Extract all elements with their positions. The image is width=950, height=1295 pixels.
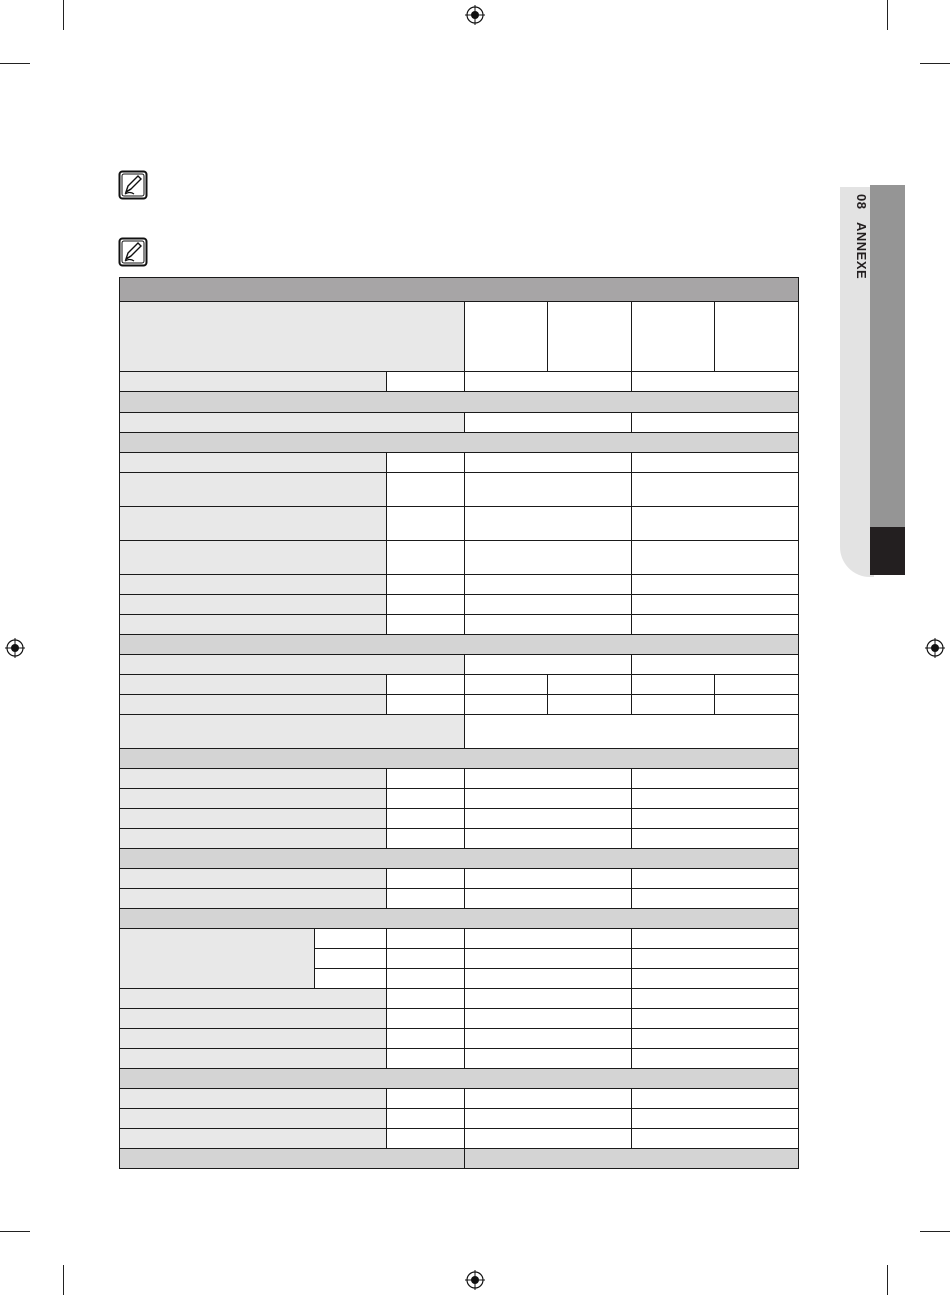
table-row-value — [464, 868, 632, 889]
table-row-label — [119, 768, 387, 789]
note-pencil-icon — [118, 170, 148, 200]
table-header-model — [464, 301, 548, 372]
table-row-value — [464, 714, 799, 749]
table-row-value — [631, 1128, 799, 1149]
table-row-unit — [386, 506, 465, 541]
table-section-header — [119, 848, 799, 869]
table-section-header — [119, 908, 799, 929]
table-header-model — [631, 301, 715, 372]
table-row-unit — [386, 1128, 465, 1149]
table-row-value — [464, 1088, 632, 1109]
table-row-label — [119, 1108, 387, 1129]
table-row-value — [631, 1088, 799, 1109]
table-row-label — [119, 594, 387, 615]
table-row-value — [631, 948, 799, 969]
table-row-value — [464, 828, 632, 849]
table-row-label — [119, 828, 387, 849]
table-row-value — [464, 614, 632, 635]
table-row-value — [464, 654, 632, 675]
table-group-label — [119, 928, 315, 989]
table-row-value — [464, 1028, 632, 1049]
table-row-unit — [386, 614, 465, 635]
table-row-label — [119, 540, 387, 575]
table-row-value — [631, 1108, 799, 1129]
table-row-value — [631, 674, 715, 695]
table-row-value — [631, 452, 799, 473]
table-row-value — [631, 614, 799, 635]
table-row-value — [464, 1128, 632, 1149]
registration-mark-icon — [5, 638, 25, 658]
crop-mark-bottom-right-v — [887, 1265, 888, 1295]
table-row-value — [464, 574, 632, 595]
table-row-value — [464, 674, 548, 695]
table-row-sublabel — [314, 928, 387, 949]
table-row-value — [464, 1108, 632, 1129]
chapter-tab-bar — [870, 185, 905, 527]
table-row-value — [631, 888, 799, 909]
table-row-label — [119, 1028, 387, 1049]
table-row-value — [464, 1048, 632, 1069]
table-row-unit — [386, 472, 465, 507]
table-row-value — [631, 371, 799, 392]
crop-mark-top-left-v — [63, 0, 64, 30]
table-row-value — [464, 594, 632, 615]
table-row-value — [464, 888, 632, 909]
table-row-unit — [386, 1088, 465, 1109]
table-row-label — [119, 868, 387, 889]
table-row-value — [631, 540, 799, 575]
table-row-unit — [386, 452, 465, 473]
table-row-unit — [386, 540, 465, 575]
table-row-unit — [386, 928, 465, 949]
table-row-label — [119, 694, 387, 715]
table-row-unit — [386, 1108, 465, 1129]
table-row-label — [119, 808, 387, 829]
table-row-value — [464, 412, 632, 433]
table-row-unit — [386, 674, 465, 695]
table-row-unit — [386, 968, 465, 989]
table-footer-label — [119, 1148, 465, 1169]
table-row-unit — [386, 694, 465, 715]
table-row-value — [631, 988, 799, 1009]
table-row-value — [464, 1008, 632, 1029]
table-row-unit — [386, 574, 465, 595]
table-row-value — [464, 928, 632, 949]
table-row-value — [631, 788, 799, 809]
table-row-value — [631, 1008, 799, 1029]
table-row-unit — [386, 948, 465, 969]
table-row-unit — [386, 1008, 465, 1029]
chapter-title: ANNEXE — [854, 221, 869, 279]
table-row-unit — [386, 868, 465, 889]
table-section-header — [119, 634, 799, 655]
crop-mark-top-right-h — [920, 63, 950, 64]
table-row-value — [464, 808, 632, 829]
table-row-value — [631, 1028, 799, 1049]
table-row-value — [631, 574, 799, 595]
table-row-label — [119, 1048, 387, 1069]
table-row-unit — [386, 594, 465, 615]
table-row-label — [119, 371, 387, 392]
table-row-label — [119, 574, 387, 595]
table-row-label — [119, 674, 387, 695]
table-row-label — [119, 452, 387, 473]
table-row-label — [119, 614, 387, 635]
registration-mark-icon — [925, 638, 945, 658]
table-row-value — [464, 968, 632, 989]
table-row-sublabel — [314, 968, 387, 989]
table-row-label — [119, 988, 387, 1009]
table-row-value — [464, 506, 632, 541]
table-row-value — [631, 808, 799, 829]
table-row-value — [464, 788, 632, 809]
table-row-unit — [386, 888, 465, 909]
table-row-value — [464, 694, 548, 715]
chapter-tab-label — [841, 194, 869, 334]
crop-mark-top-left-h — [0, 63, 30, 64]
table-section-header — [119, 1068, 799, 1089]
table-row-label — [119, 506, 387, 541]
table-row-unit — [386, 828, 465, 849]
table-row-value — [714, 674, 799, 695]
table-row-value — [464, 452, 632, 473]
crop-mark-bottom-left-h — [0, 1231, 30, 1232]
crop-mark-top-right-v — [887, 0, 888, 30]
table-row-label — [119, 788, 387, 809]
table-section-header — [119, 391, 799, 413]
table-row-value — [631, 472, 799, 507]
chapter-tab-marker — [870, 527, 905, 575]
table-row-value — [631, 654, 799, 675]
table-row-unit — [386, 1028, 465, 1049]
table-row-value — [464, 988, 632, 1009]
table-row-value — [631, 768, 799, 789]
table-footer-value — [464, 1148, 799, 1169]
table-row-value — [631, 412, 799, 433]
table-row-value — [631, 868, 799, 889]
table-section-header — [119, 748, 799, 769]
table-row-value — [464, 768, 632, 789]
table-header-model — [547, 301, 632, 372]
table-row-label — [119, 472, 387, 507]
table-row-value — [631, 828, 799, 849]
table-row-value — [631, 928, 799, 949]
table-header-label — [119, 301, 465, 372]
table-row-unit — [386, 808, 465, 829]
table-row-unit — [386, 768, 465, 789]
table-section-header — [119, 432, 799, 453]
table-row-value — [464, 472, 632, 507]
table-row-value — [631, 594, 799, 615]
table-row-value — [464, 371, 632, 392]
registration-mark-icon — [465, 5, 485, 25]
table-row-value — [464, 540, 632, 575]
table-row-value — [631, 968, 799, 989]
table-row-value — [631, 694, 715, 715]
table-row-label — [119, 1088, 387, 1109]
table-row-unit — [386, 988, 465, 1009]
table-row-value — [547, 674, 632, 695]
table-row-label — [119, 1008, 387, 1029]
table-row-label — [119, 1128, 387, 1149]
chapter-number: 08 — [854, 194, 869, 210]
table-row-value — [631, 506, 799, 541]
crop-mark-bottom-right-h — [920, 1231, 950, 1232]
table-row-value — [547, 694, 632, 715]
table-row-sublabel — [314, 948, 387, 969]
table-row-label — [119, 888, 387, 909]
table-header-model — [714, 301, 799, 372]
table-row-value — [714, 694, 799, 715]
spec-table-title-bar — [119, 277, 799, 302]
table-row-unit — [386, 1048, 465, 1069]
crop-mark-bottom-left-v — [63, 1265, 64, 1295]
table-row-label — [119, 654, 465, 675]
table-row-value — [464, 948, 632, 969]
table-row-label — [119, 412, 465, 433]
registration-mark-icon — [465, 1270, 485, 1290]
table-row-label — [119, 714, 465, 749]
table-row-unit — [386, 371, 465, 392]
table-row-value — [631, 1048, 799, 1069]
table-row-unit — [386, 788, 465, 809]
note-pencil-icon — [118, 237, 148, 267]
